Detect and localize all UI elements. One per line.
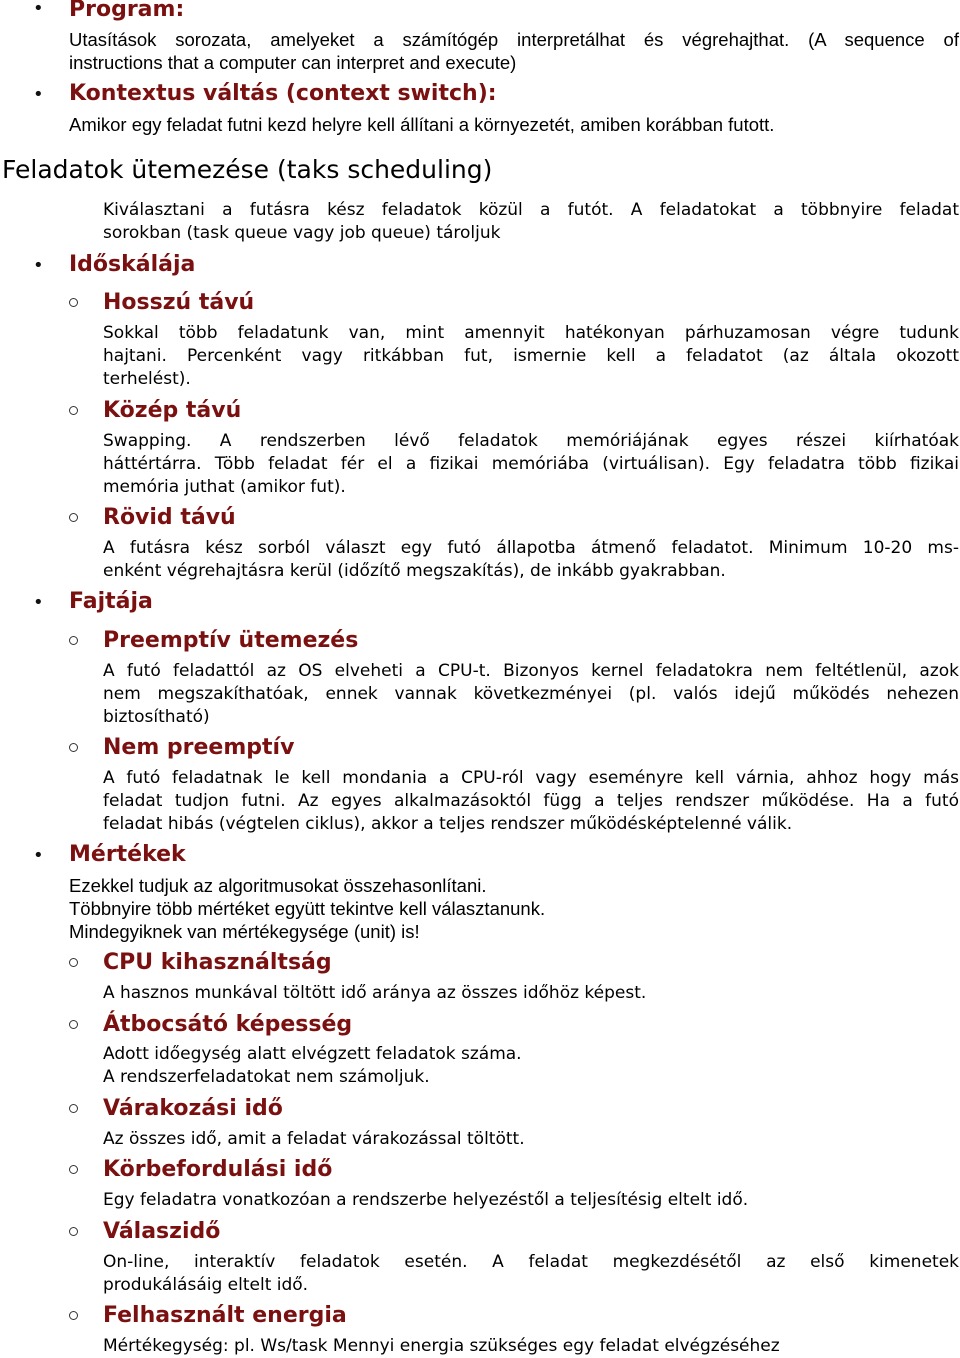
turnaround-text: Egy feladatra vonatkozóan a rendszerbe helyezéstől a teljesítésig eltelt idő. xyxy=(103,1190,749,1210)
context-switch-heading: Kontextus váltás (context switch): xyxy=(69,81,497,106)
preemptive-text: A futó feladattól az OS elveheti a CPU-t. Bizonyos kernel feladatokra nem feltétlenül, azok nem megszakíthatóak, ennek vannak következményei (pl. valós idejű működés nehezen biztosítható) xyxy=(103,661,959,727)
waiting-time-heading: Várakozási idő xyxy=(103,1096,283,1121)
circle-bullet-icon xyxy=(69,513,78,522)
non-preemptive-text: A futó feladatnak le kell mondania a CPU-ról vagy eseményre kell várnia, ahhoz hogy más feladat tudjon futni. Az egyes alkalmazásoktól függ a teljes rendszer működése. Ha a futó feladat hibás (végtelen ciklus), akkor a teljes rendszer működésképtelenné válik. xyxy=(103,768,959,834)
scheduling-section-title: Feladatok ütemezése (taks scheduling) xyxy=(2,155,493,184)
circle-bullet-icon xyxy=(69,743,78,752)
metrics-heading: Mértékek xyxy=(69,842,186,867)
long-term-text: Sokkal több feladatunk van, mint amennyit hatékonyan párhuzamosan végre tudunk hajtani. Percenként vagy ritkábban fut, ismernie kell a feladatot (az általa okozott terhelést). xyxy=(103,323,959,389)
context-switch-text: Amikor egy feladat futni kezd helyre kell állítani a környezetét, amiben korábban futott. xyxy=(69,114,775,135)
waiting-time-text: Az összes idő, amit a feladat várakozással töltött. xyxy=(103,1129,525,1149)
long-term-heading: Hosszú távú xyxy=(103,290,255,315)
circle-bullet-icon xyxy=(69,1104,78,1113)
bullet-icon: • xyxy=(33,845,44,866)
bullet-icon: • xyxy=(33,84,44,105)
circle-bullet-icon xyxy=(69,636,78,645)
energy-heading: Felhasznált energia xyxy=(103,1303,347,1328)
throughput-heading: Átbocsátó képesség xyxy=(103,1012,353,1037)
cpu-utilization-text: A hasznos munkával töltött idő aránya az összes időhöz képest. xyxy=(103,983,647,1003)
circle-bullet-icon xyxy=(69,406,78,415)
circle-bullet-icon xyxy=(69,298,78,307)
throughput-text: Adott időegység alatt elvégzett feladatok száma. A rendszerfeladatokat nem számoljuk. xyxy=(103,1044,522,1087)
circle-bullet-icon xyxy=(69,1020,78,1029)
circle-bullet-icon xyxy=(69,958,78,967)
circle-bullet-icon xyxy=(69,1165,78,1174)
response-time-text: On-line, interaktív feladatok esetén. A feladat megkezdésétől az első kimenetek produkálásáig eltelt idő. xyxy=(103,1252,959,1295)
cpu-utilization-heading: CPU kihasználtság xyxy=(103,950,332,975)
mid-term-text: Swapping. A rendszerben lévő feladatok memóriájának egyes részei kiírhatóak háttértárra. Több feladat fér el a fizikai memóriába (virtuálisan). Egy feladatra több fizikai memória juthat (amikor fut). xyxy=(103,431,959,497)
short-term-heading: Rövid távú xyxy=(103,505,236,530)
mid-term-heading: Közép távú xyxy=(103,398,242,423)
energy-text: Mértékegység: pl. Ws/task Mennyi energia szükséges egy feladat elvégzéséhez xyxy=(103,1336,780,1356)
circle-bullet-icon xyxy=(69,1311,78,1320)
bullet-icon: • xyxy=(33,592,44,613)
preemptive-heading: Preemptív ütemezés xyxy=(103,628,359,653)
turnaround-heading: Körbefordulási idő xyxy=(103,1157,333,1182)
circle-bullet-icon xyxy=(69,1227,78,1236)
non-preemptive-heading: Nem preemptív xyxy=(103,735,295,760)
timescale-heading: Időskálája xyxy=(69,252,196,277)
bullet-icon: • xyxy=(33,255,44,276)
metrics-text: Ezekkel tudjuk az algoritmusokat összehasonlítani. Többnyire több mértéket együtt tekintve kell választanunk. Mindegyiknek van mértékegysége (unit) is! xyxy=(69,875,546,942)
kinds-heading: Fajtája xyxy=(69,589,153,614)
response-time-heading: Válaszidő xyxy=(103,1219,221,1244)
program-text: Utasítások sorozata, amelyeket a számítógép interpretálhat és végrehajthat. (A sequence of instructions that a computer can interpret and execute) xyxy=(69,29,959,73)
short-term-text: A futásra kész sorból választ egy futó állapotba átmenő feladatot. Minimum 10-20 ms- enként végrehajtásra kerül (időzítő megszakítás), de inkább gyakrabban. xyxy=(103,538,959,581)
program-heading: Program: xyxy=(69,0,185,22)
scheduling-text: Kiválasztani a futásra kész feladatok közül a futót. A feladatokat a többnyire feladat sorokban (task queue vagy job queue) tároljuk xyxy=(103,200,959,243)
bullet-icon: • xyxy=(33,0,44,19)
